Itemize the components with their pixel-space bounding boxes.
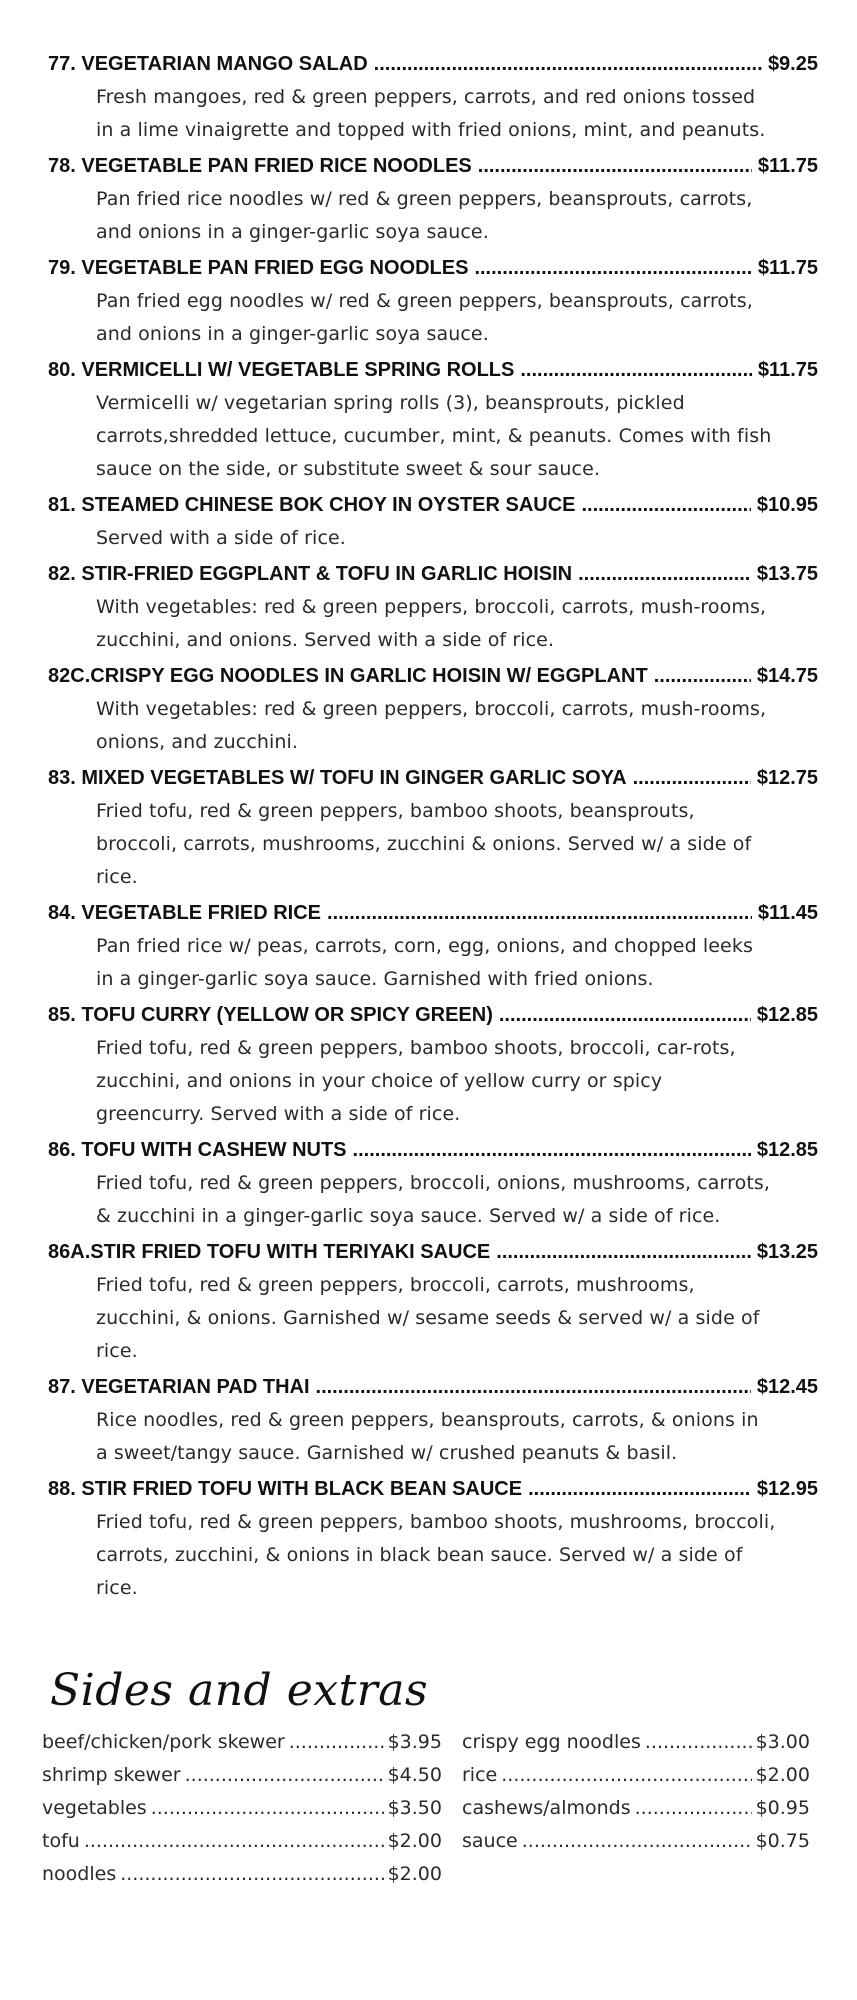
item-description: Pan fried rice noodles w/ red & green peppers, beansprouts, carrots, and onions in a ginger-garlic soya sauce. [96,188,753,243]
item-name: 87. VEGETARIAN PAD THAI [48,1376,310,1398]
leader-dots [327,897,752,930]
side-item [42,1825,442,1858]
item-price: $11.75 [757,155,818,177]
leader-dots [654,660,751,693]
menu-item [48,1236,818,1368]
menu-item [48,354,818,486]
item-price: $12.45 [756,1376,818,1398]
side-item [462,1759,810,1792]
item-name: 86. TOFU WITH CASHEW NUTS [48,1139,347,1161]
menu-item [48,1134,818,1233]
menu-item [48,558,818,657]
item-description: Fried tofu, red & green peppers, bamboo shoots, beansprouts, broccoli, carrots, mushrooms, zucchini & onions. Served w/ a side of rice. [96,800,752,888]
leader-dots [478,150,752,183]
leader-dots [474,252,751,285]
item-name: 84. VEGETABLE FRIED RICE [48,902,322,924]
leader-dots [84,1825,384,1858]
side-name: crispy egg noodles [462,1731,641,1753]
sides-list-left [42,1726,442,1891]
item-description: Served with a side of rice. [96,527,346,549]
item-price: $10.95 [756,494,818,516]
menu-item [48,999,818,1131]
item-price: $13.25 [756,1241,818,1263]
leader-dots [289,1726,384,1759]
item-name: 81. STEAMED CHINESE BOK CHOY IN OYSTER SAUCE [48,494,576,516]
item-name: 82C.CRISPY EGG NOODLES IN GARLIC HOISIN W/ EGGPLANT [48,665,648,687]
item-name: 88. STIR FRIED TOFU WITH BLACK BEAN SAUCE [48,1478,523,1500]
side-item [42,1792,442,1825]
item-price: $13.75 [756,563,818,585]
item-description: Fried tofu, red & green peppers, bamboo shoots, broccoli, car-rots, zucchini, and onions in your choice of yellow curry or spicy greencurry. Served with a side of rice. [96,1037,736,1125]
side-name: beef/chicken/pork skewer [42,1731,285,1753]
leader-dots [633,762,751,795]
side-price: $2.00 [387,1863,442,1885]
menu-item [48,489,818,555]
item-price: $14.75 [756,665,818,687]
leader-dots [582,489,751,522]
side-price: $3.95 [387,1731,442,1753]
leader-dots [522,1825,752,1858]
item-name: 79. VEGETABLE PAN FRIED EGG NOODLES [48,257,469,279]
leader-dots [520,354,752,387]
side-name: noodles [42,1863,117,1885]
leader-dots [528,1473,751,1506]
side-item [42,1858,442,1891]
leader-dots [499,999,751,1032]
leader-dots [645,1726,752,1759]
item-name: 85. TOFU CURRY (YELLOW OR SPICY GREEN) [48,1004,493,1026]
side-price: $2.00 [755,1764,810,1786]
side-item [42,1726,442,1759]
item-price: $12.85 [756,1004,818,1026]
menu-item [48,1371,818,1470]
leader-dots [151,1792,384,1825]
side-item [42,1759,442,1792]
leader-dots [501,1759,751,1792]
side-price: $0.75 [755,1830,810,1852]
menu-item [48,150,818,249]
side-name: sauce [462,1830,518,1852]
side-item [462,1726,810,1759]
item-description: Fried tofu, red & green peppers, broccoli, carrots, mushrooms, zucchini, & onions. Garnished w/ sesame seeds & served w/ a side of rice. [96,1274,760,1362]
item-name: 82. STIR-FRIED EGGPLANT & TOFU IN GARLIC HOISIN [48,563,573,585]
item-name: 78. VEGETABLE PAN FRIED RICE NOODLES [48,155,472,177]
leader-dots [374,48,762,81]
leader-dots [316,1371,751,1404]
sides-title: Sides and extras [50,1665,429,1716]
item-description: Vermicelli w/ vegetarian spring rolls (3), beansprouts, pickled carrots,shredded lettuce, cucumber, mint, & peanuts. Comes with fish sauce on the side, or substitute sweet & sour sauce. [96,392,772,480]
item-description: With vegetables: red & green peppers, broccoli, carrots, mush-rooms, zucchini, and onions. Served with a side of rice. [96,596,767,651]
menu-list [48,48,818,1608]
item-price: $11.45 [757,902,818,924]
leader-dots [496,1236,751,1269]
item-price: $12.85 [756,1139,818,1161]
sides-list-right [462,1726,810,1858]
side-price: $0.95 [755,1797,810,1819]
side-item [462,1792,810,1825]
side-item [462,1825,810,1858]
leader-dots [578,558,751,591]
menu-item [48,762,818,894]
side-name: shrimp skewer [42,1764,181,1786]
menu-item [48,660,818,759]
side-price: $2.00 [387,1830,442,1852]
menu-item [48,48,818,147]
menu-item [48,1473,818,1605]
side-name: rice [462,1764,498,1786]
item-description: Fried tofu, red & green peppers, bamboo shoots, mushrooms, broccoli, carrots, zucchini, & onions in black bean sauce. Served w/ a side of rice. [96,1511,776,1599]
item-name: 80. VERMICELLI W/ VEGETABLE SPRING ROLLS [48,359,515,381]
item-name: 77. VEGETARIAN MANGO SALAD [48,53,368,75]
leader-dots [185,1759,384,1792]
item-description: With vegetables: red & green peppers, broccoli, carrots, mush-rooms, onions, and zucchini. [96,698,767,753]
side-price: $4.50 [387,1764,442,1786]
leader-dots [353,1134,751,1167]
item-price: $12.75 [756,767,818,789]
item-price: $9.25 [767,53,818,75]
item-description: Fresh mangoes, red & green peppers, carrots, and red onions tossed in a lime vinaigrette and topped with fried onions, mint, and peanuts. [96,86,766,141]
item-description: Fried tofu, red & green peppers, broccoli, onions, mushrooms, carrots, & zucchini in a ginger-garlic soya sauce. Served w/ a side of rice. [96,1172,771,1227]
item-description: Pan fried rice w/ peas, carrots, corn, egg, onions, and chopped leeks in a ginger-garlic soya sauce. Garnished with fried onions. [96,935,753,990]
side-price: $3.50 [387,1797,442,1819]
side-name: vegetables [42,1797,147,1819]
side-price: $3.00 [755,1731,810,1753]
item-description: Rice noodles, red & green peppers, beansprouts, carrots, & onions in a sweet/tangy sauce. Garnished w/ crushed peanuts & basil. [96,1409,759,1464]
item-price: $11.75 [757,359,818,381]
leader-dots [635,1792,752,1825]
item-description: Pan fried egg noodles w/ red & green peppers, beansprouts, carrots, and onions in a ginger-garlic soya sauce. [96,290,753,345]
item-name: 86A.STIR FRIED TOFU WITH TERIYAKI SAUCE [48,1241,491,1263]
leader-dots [120,1858,383,1891]
item-price: $11.75 [757,257,818,279]
menu-item [48,252,818,351]
menu-item [48,897,818,996]
item-price: $12.95 [756,1478,818,1500]
side-name: tofu [42,1830,80,1852]
item-name: 83. MIXED VEGETABLES W/ TOFU IN GINGER GARLIC SOYA [48,767,627,789]
side-name: cashews/almonds [462,1797,631,1819]
